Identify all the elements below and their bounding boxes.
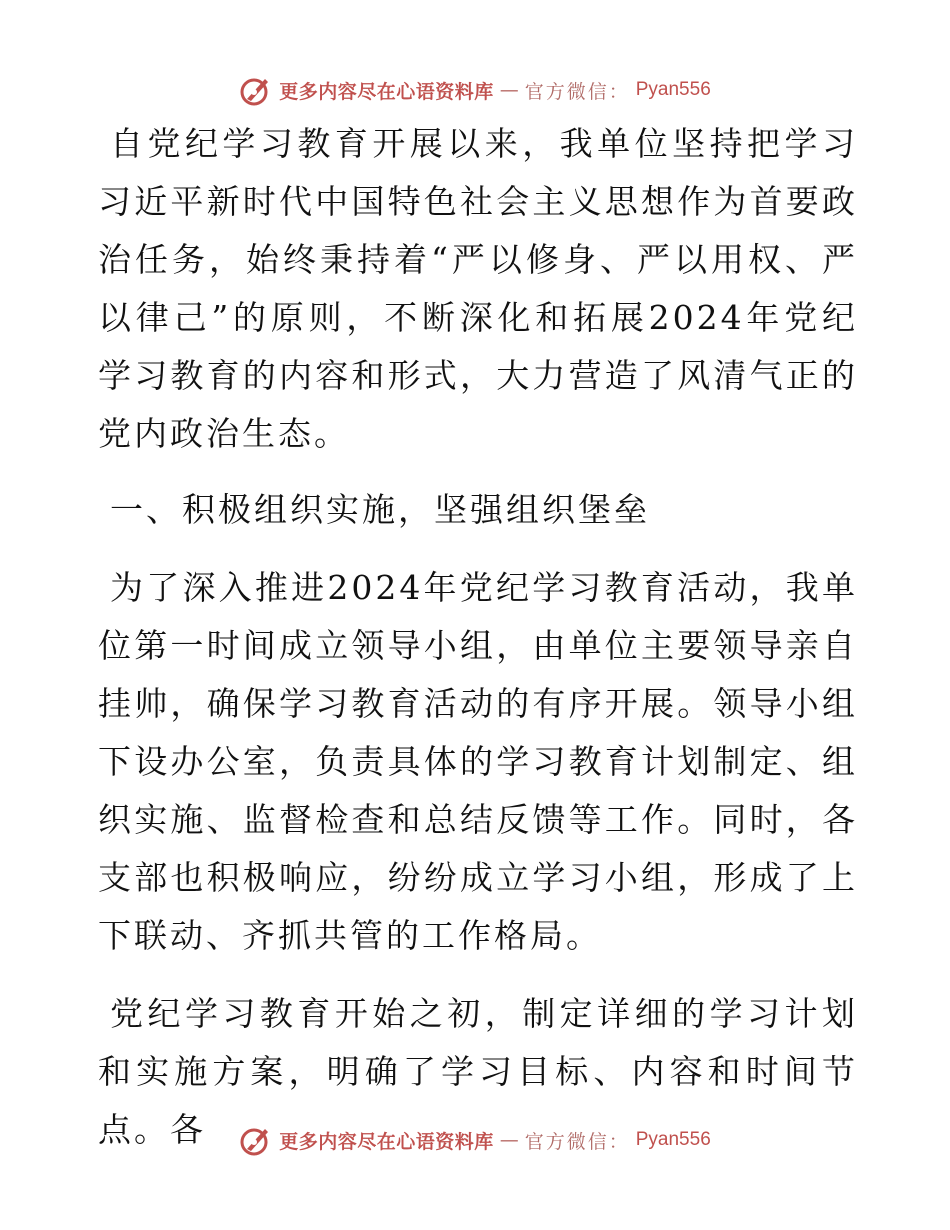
document-body [98,115,858,1159]
paragraph-plan: 党纪学习教育开始之初，制定详细的学习计划和实施方案，明确了学习目标、内容和时间节点。各 [98,994,858,1149]
watermark-site-text: 更多内容尽在心语资料库 [279,1130,494,1153]
section-heading: 一、积极组织实施，坚强组织堡垒 [110,490,650,529]
watermark-footer [0,1120,950,1160]
watermark-header [0,70,950,110]
watermark-dash: — [499,1129,519,1151]
watermark-id: Pyan556 [635,1129,711,1150]
quill-logo-icon [239,73,273,107]
quill-logo-icon [239,1123,273,1157]
watermark-dash: — [499,79,519,101]
watermark-label: 官方微信： [524,80,630,103]
watermark-site-text: 更多内容尽在心语资料库 [279,80,494,103]
paragraph-intro: 自党纪学习教育开展以来，我单位坚持把学习习近平新时代中国特色社会主义思想作为首要政治任务，始终秉持着“严以修身、严以用权、严以律己”的原则，不断深化和拓展2024年党纪学习教育的内容和形式，大力营造了风清气正的党内政治生态。 [98,124,858,453]
paragraph-organization: 为了深入推进2024年党纪学习教育活动，我单位第一时间成立领导小组，由单位主要领导亲自挂帅，确保学习教育活动的有序开展。领导小组下设办公室，负责具体的学习教育计划制定、组织实施、监督检查和总结反馈等工作。同时，各支部也积极响应，纷纷成立学习小组，形成了上下联动、齐抓共管的工作格局。 [98,568,858,955]
watermark-id: Pyan556 [635,79,711,100]
watermark-label: 官方微信： [524,1130,630,1153]
